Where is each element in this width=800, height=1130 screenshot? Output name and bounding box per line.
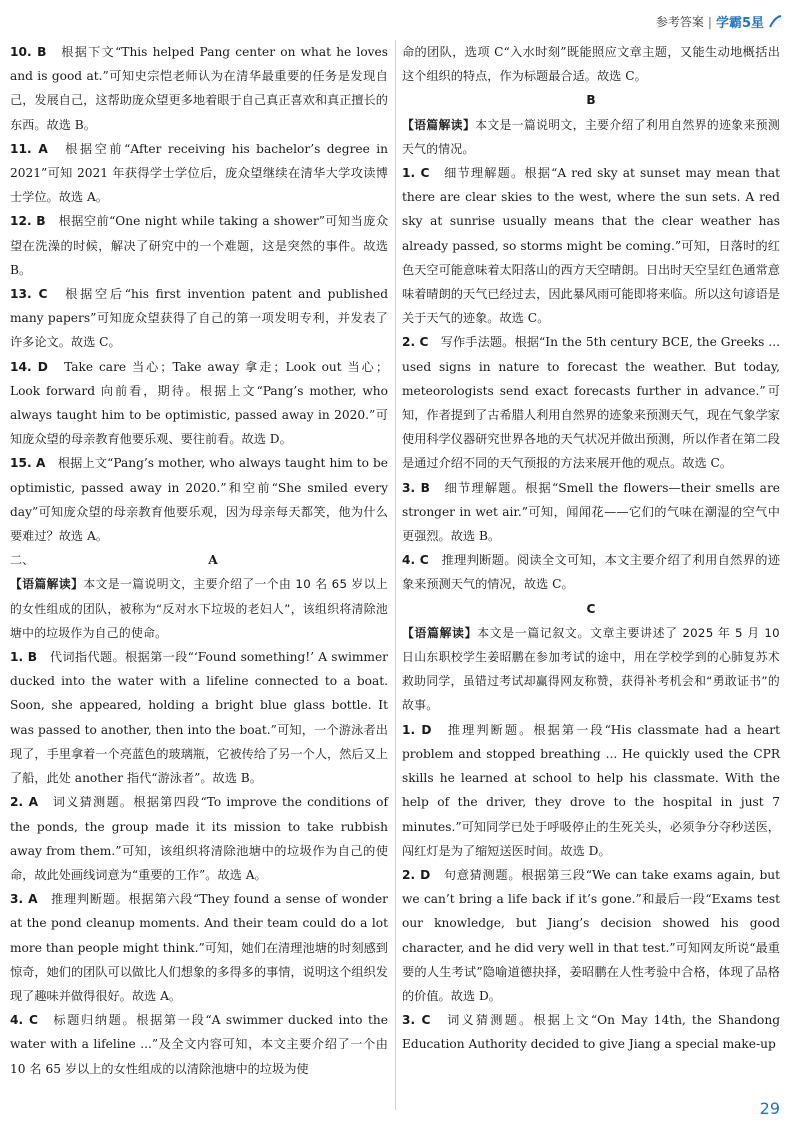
brand-name: 学霸5星 <box>715 16 764 31</box>
answer-explanation: 词义猜测题。根据上文“On May 14th, the Shandong Education Authority decided to give Jiang a special make-up <box>402 1013 781 1052</box>
answer-item <box>402 476 780 549</box>
answer-explanation: Take care 当心；Take away 拿走；Look out 当心；Look forward 向前看，期待。根据上文“Pang’s mother, who always taught him to be optimistic, passed away in 2020.”可知庞众望的母亲教育他要乐观、要往前看。故选 D。 <box>10 359 389 447</box>
answer-item <box>402 330 780 475</box>
right-column <box>402 40 780 1057</box>
answer-number: 2. A <box>10 795 39 810</box>
answer-number: 15. A <box>10 456 46 471</box>
passage-intro <box>402 113 780 161</box>
answer-item <box>10 451 388 548</box>
answer-explanation: 推理判断题。根据第一段“His classmate had a heart problem and stopped breathing ... He quickly used the CPR skills he learned at school to help his classmate. With the help of the driver, they drove to the hospital in just 7 minutes.”可知同学已处于呼吸停止的生死关头，必须争分夺秒送医，闯红灯是为了缩短送医时间。故选 D。 <box>402 722 780 858</box>
answer-explanation: 标题归纳题。根据第一段“A swimmer ducked into the water with a lifeline ...”及全文内容可知，本文主要介绍了一个由 10 名 65 岁以上的女性组成的以清除池塘中的垃圾为使 <box>10 1013 388 1076</box>
left-column <box>10 40 388 1081</box>
brand-swoosh-icon <box>768 15 782 29</box>
continued-text: 命的团队，选项 C“入水时刻”既能照应文章主题，又能生动地概括出这个组织的特点，作为标题最合适。故选 C。 <box>402 45 780 84</box>
answer-item <box>402 548 780 596</box>
answer-number: 4. C <box>10 1013 38 1028</box>
answer-item <box>10 282 388 355</box>
answer-item <box>10 355 388 452</box>
answer-item <box>402 863 780 1008</box>
answer-explanation: 细节理解题。根据“Smell the flowers—their smells are stronger in wet air.”可知，闻闻花——它们的气味在潮湿的空气中更强烈。故选 B。 <box>402 480 780 544</box>
answer-item <box>10 887 388 1008</box>
answer-number: 13. C <box>10 287 48 302</box>
page-number: 29 <box>759 1099 780 1118</box>
answer-item <box>402 161 780 330</box>
answer-number: 3. B <box>402 480 430 495</box>
answer-number: 1. D <box>402 722 432 737</box>
answer-explanation: 根据上文“Pang’s mother, who always taught him to be optimistic, passed away in 2020.”和空前“She smiled every day”可知庞众望的母亲教育他要乐观，因为母亲每天都笑，他为什么要难过？故选 A。 <box>10 456 389 544</box>
answer-explanation: 句意猜测题。根据第三段“We can take exams again, but we can’t bring a life back if it’s gone.”和最后一段“Exams test our knowledge, but Jiang’s decision showed his good character, and he did very well in that test.”可知网友所说“最重要的人生考试”隐喻道德抉择，姜昭鹏在人性考验中合格，体现了品格的价值。故选 D。 <box>402 867 780 1003</box>
answer-explanation: 词义猜测题。根据第四段“To improve the conditions of the ponds, the group made it its mission to take rubbish away from them.”可知，该组织将清除池塘中的垃圾作为自己的使命，故此处画线词意为“重要的工作”。故选 A。 <box>10 795 388 882</box>
answer-explanation: 根据下文“This helped Pang center on what he loves and is good at.”可知史宗恺老师认为在清华最重要的任务是发现自己，发展自己，这帮助庞众望更多地着眼于自己真正喜欢和真正擅长的东西。故选 B。 <box>10 45 389 132</box>
passage-intro <box>402 621 780 718</box>
answer-explanation: 写作手法题。根据“In the 5th century BCE, the Greeks ... used signs in nature to forecast the weather. But today, meteorologists send exact forecasts further in advance.”可知，作者提到了古希腊人利用自然界的迹象来预测天气，现在气象学家使用科学仪器研究世界各地的天气状况并做出预测，所以作者在第二段是通过介绍不同的天气预报的方法来展开他的观点。故选 C。 <box>402 335 780 471</box>
answer-item <box>10 790 388 887</box>
answer-number: 3. C <box>402 1013 431 1028</box>
answer-number: 4. C <box>402 553 429 568</box>
answer-explanation: 细节理解题。根据“A red sky at sunset may mean that there are clear skies to the west, where the sun sets. A red sky at sunrise usually means that the clear weather has already passed, so storms might be coming.”可知，日落时的红色天空可能意味着太阳落山的西方天空晴朗。日出时天空呈红色通常意味着晴朗的天气已经过去，因此暴风雨可能即将来临。所以这句谚语是关于天气的迹象。故选 C。 <box>402 166 780 326</box>
intro-tag: 【语篇解读】 <box>10 577 84 592</box>
answer-number: 3. A <box>10 892 38 907</box>
answer-explanation: 推理判断题。根据第六段“They found a sense of wonder at the pond cleanup moments. And their team could do a lot more than people might think.”可知，她们在清理池塘的时刻感到惊奇，她们的团队可以做比人们想象的多得多的事情，说明这个组织发现了趣味并做得很好。故选 A。 <box>10 892 388 1003</box>
intro-tag: 【语篇解读】 <box>402 625 478 640</box>
answer-item <box>10 645 388 790</box>
intro-text: 本文是一篇记叙文。文章主要讲述了 2025 年 5 月 10 日山东职校学生姜昭鹏在参加考试的途中，用在学校学到的心肺复苏术救助同学，虽错过考试却赢得网友称赞，获得补考机会和“勇敢证书”的故事。 <box>402 625 780 713</box>
page-header <box>656 12 782 31</box>
section-heading <box>10 548 388 572</box>
section-title-c: C <box>586 601 596 616</box>
section-title: A <box>208 553 218 568</box>
answer-number: 1. C <box>402 166 430 181</box>
column-divider <box>395 40 396 1110</box>
answer-explanation: 代词指代题。根据第一段“‘Found something!’ A swimmer ducked into the water with a lifeline connected to a boat. Soon, she appeared, holding a bright blue glass bottle. It was passed to another, then into the boat.”可知，一个游泳者出现了，手里拿着一个亮蓝色的玻璃瓶，它被传给了另一个人，然后又上了船，此处 another 指代“游泳者”。故选 B。 <box>10 650 388 786</box>
answer-item <box>402 718 780 863</box>
header-separator: | <box>707 14 712 29</box>
answer-explanation: 根据空后“his first invention patent and published many papers”可知庞众望获得了自己的第一项发明专利，并发表了许多论文。故选 C。 <box>10 287 389 350</box>
answer-number: 11. A <box>10 141 48 156</box>
answer-item <box>402 1008 780 1056</box>
section-label: 二、 <box>10 553 35 568</box>
answer-number: 12. B <box>10 214 46 229</box>
answer-number: 2. D <box>402 867 431 882</box>
answer-explanation: 根据空前“After receiving his bachelor’s degree in 2021”可知 2021 年获得学士学位后，庞众望继续在清华大学攻读博士学位。故选 A。 <box>10 141 389 205</box>
passage-intro <box>10 572 388 645</box>
intro-text: 本文是一篇说明文，主要介绍了一个由 10 名 65 岁以上的女性组成的团队，被称为“反对水下垃圾的老妇人”，该组织将清除池塘中的垃圾作为自己的使命。 <box>10 577 388 640</box>
answer-number: 14. D <box>10 359 48 374</box>
answer-explanation: 推理判断题。阅读全文可知，本文主要介绍了利用自然界的迹象来预测天气的情况，故选 C。 <box>402 553 781 592</box>
answer-number: 10. B <box>10 45 47 59</box>
answer-item <box>10 137 388 210</box>
answer-item <box>10 209 388 282</box>
section-title-b: B <box>586 93 596 108</box>
answer-explanation: 根据空前“One night while taking a shower”可知当庞众望在洗澡的时候，解决了研究中的一个难题，这是突然的事件。故选 B。 <box>10 214 389 277</box>
answer-item <box>10 40 388 137</box>
answer-key-label: 参考答案 <box>655 15 704 29</box>
intro-tag: 【语篇解读】 <box>402 117 476 132</box>
answer-number: 1. B <box>10 650 37 665</box>
intro-text: 本文是一篇说明文，主要介绍了利用自然界的迹象来预测天气的情况。 <box>402 117 780 156</box>
answer-item <box>10 1008 388 1081</box>
answer-number: 2. C <box>402 335 429 350</box>
